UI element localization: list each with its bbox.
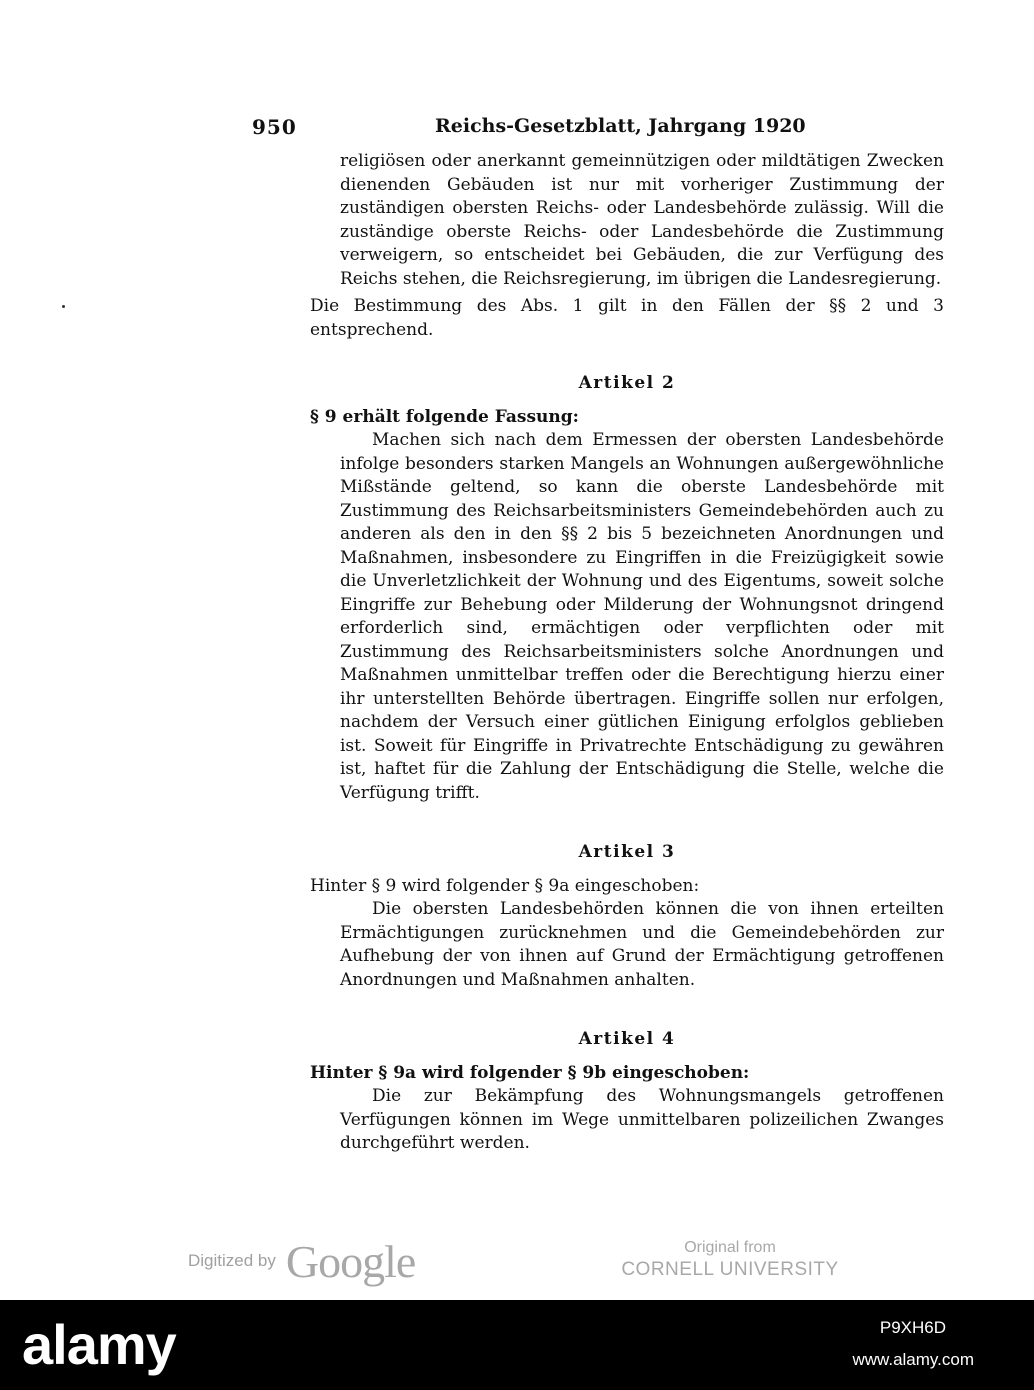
page-header [0, 115, 1034, 143]
original-from-label: Original from [684, 1239, 776, 1256]
stock-watermark-bar [0, 1300, 1034, 1390]
continuation-text: religiösen oder anerkannt gemeinnützigen oder mildtätigen Zwecken dienenden Gebäuden ist nur mit vorheriger Zustimmung der zuständigen obersten Reichs- oder Landesbehörde zulässig. Will die zuständige oberste Reichs- oder Landesbehörde die Zustimmung verweigern, so entscheidet bei Gebäuden, die zur Verfügung des Reichs stehen, die Reichsregierung, im übrigen die Landesregierung. [340, 151, 944, 289]
document-body [310, 150, 944, 1156]
article-4-body [340, 1085, 944, 1156]
article-3-heading: Artikel 3 [578, 842, 676, 862]
original-from-credit [600, 1238, 860, 1282]
article-3-intro: Hinter § 9 wird folgender § 9a eingeschoben: [310, 875, 700, 896]
article-2-body [340, 429, 944, 805]
continuation-paragraph [340, 150, 944, 291]
article-2-intro: § 9 erhält folgende Fassung: [310, 406, 579, 427]
image-id: P9XH6D [879, 1318, 946, 1337]
digitized-label: Digitized by [188, 1251, 276, 1270]
page-number: 950 [252, 115, 297, 139]
institution-name: CORNELL UNIVERSITY [621, 1259, 839, 1280]
article-2-heading: Artikel 2 [578, 373, 676, 393]
article-3-text: Die obersten Landesbehörden können die von ihnen erteilten Ermächtigungen zurücknehmen und die Gemeindebehörden zur Aufhebung der von ihnen auf Grund der Ermächtigung getroffenen Anordnungen und Maßnahmen anhalten. [340, 899, 944, 990]
article-4-intro: Hinter § 9a wird folgender § 9b eingeschoben: [310, 1062, 750, 1083]
google-logo: Google [285, 1235, 416, 1287]
article-2-text: Machen sich nach dem Ermessen der obersten Landesbehörde infolge besonders starken Mangels an Wohnungen außergewöhnliche Mißstände geltend, so kann die oberste Landesbehörde mit Zustimmung des Reichsarbeitsministers Gemeindebehörden auch zu anderen als den in den §§ 2 bis 5 bezeichneten Anordnungen und Maßnahmen, insbesondere zu Eingriffen in die Freizügigkeit sowie die Unverletzlichkeit der Wohnung und des Eigentums, soweit solche Eingriffe zur Behebung oder Milderung der Wohnungsnot dringend erforderlich sind, ermächtigen oder verpflichten oder mit Zustimmung des Reichsarbeitsministers solche Anordnungen und Maßnahmen unmittelbar treffen oder die Berechtigung hierzu einer ihr unterstellten Behörde übertragen. Eingriffe sollen nur erfolgen, nachdem der Versuch einer gütlichen Einigung erfolglos geblieben ist. Soweit für Eingriffe in Privatrechte Entschädigung zu gewähren ist, haftet für die Zahlung der Entschädigung die Stelle, welche die Verfügung trifft. [340, 430, 944, 803]
article-4-text: Die zur Bekämpfung des Wohnungsmangels getroffenen Verfügungen können im Wege unmittelbaren polizeilichen Zwanges durchgeführt werden. [340, 1086, 944, 1153]
running-title: Reichs-Gesetzblatt, Jahrgang 1920 [435, 115, 806, 137]
continuation-closing: Die Bestimmung des Abs. 1 gilt in den Fällen der §§ 2 und 3 entsprechend. [310, 296, 944, 340]
watermark-site: www.alamy.com [852, 1350, 974, 1369]
article-4-heading: Artikel 4 [578, 1029, 676, 1049]
alamy-logo: alamy [22, 1313, 176, 1376]
margin-dot [62, 305, 65, 308]
digitized-by-google [188, 1236, 415, 1286]
article-3-body [340, 898, 944, 992]
